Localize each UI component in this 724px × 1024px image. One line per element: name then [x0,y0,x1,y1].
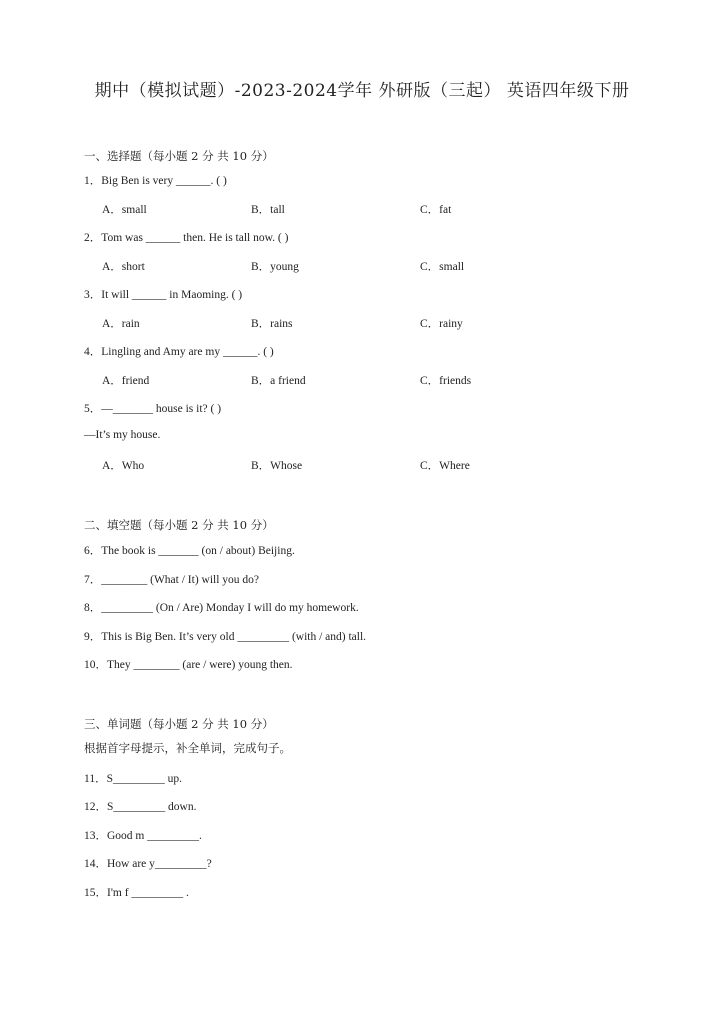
section3-heading: 三、单词题（每小题 2 分 共 10 分） [84,717,274,731]
question-6: 6．The book is _______ (on / about) Beijing. [84,545,295,557]
question-2: 2．Tom was ______ then. He is tall now. ( ) [84,232,289,244]
question-14: 14．How are y_________? [84,858,212,870]
question-8: 8．_________ (On / Are) Monday I will do my homework. [84,602,359,614]
q4-option-a[interactable]: A．friend [102,375,150,387]
question-12: 12．S_________ down. [84,801,197,813]
section2-heading: 二、填空题（每小题 2 分 共 10 分） [84,518,274,532]
q2-option-a[interactable]: A．short [102,261,145,273]
q3-option-c[interactable]: C．rainy [420,318,463,330]
question-5-reply: —It’s my house. [84,429,161,441]
q1-option-a[interactable]: A．small [102,204,147,216]
q2-option-b[interactable]: B．young [251,261,299,273]
question-11: 11．S_________ up. [84,773,182,785]
question-13: 13．Good m _________. [84,830,202,842]
q4-option-b[interactable]: B．a friend [251,375,306,387]
q5-option-a[interactable]: A．Who [102,460,145,472]
q3-option-a[interactable]: A．rain [102,318,140,330]
question-15: 15．I'm f _________ . [84,887,189,899]
q1-option-b[interactable]: B．tall [251,204,285,216]
q3-option-b[interactable]: B．rains [251,318,293,330]
question-10: 10．They ________ (are / were) young then. [84,659,293,671]
page-title: 期中（模拟试题）-2023-2024学年 外研版（三起） 英语四年级下册 [94,81,630,101]
q2-option-c[interactable]: C．small [420,261,465,273]
q5-option-b[interactable]: B．Whose [251,460,303,472]
section1-heading: 一、选择题（每小题 2 分 共 10 分） [84,149,274,163]
question-3: 3．It will ______ in Maoming. ( ) [84,289,243,301]
section3-instruction: 根据首字母提示，补全单词，完成句子。 [84,741,291,755]
question-9: 9．This is Big Ben. It’s very old _________ (with / and) tall. [84,631,367,643]
q1-option-c[interactable]: C．fat [420,204,452,216]
question-7: 7．________ (What / It) will you do? [84,574,260,586]
q5-option-c[interactable]: C．Where [420,460,470,472]
question-5: 5．—_______ house is it? ( ) [84,403,222,415]
q4-option-c[interactable]: C．friends [420,375,472,387]
question-4: 4．Lingling and Amy are my ______. ( ) [84,346,274,358]
question-1: 1．Big Ben is very ______. ( ) [84,175,227,187]
